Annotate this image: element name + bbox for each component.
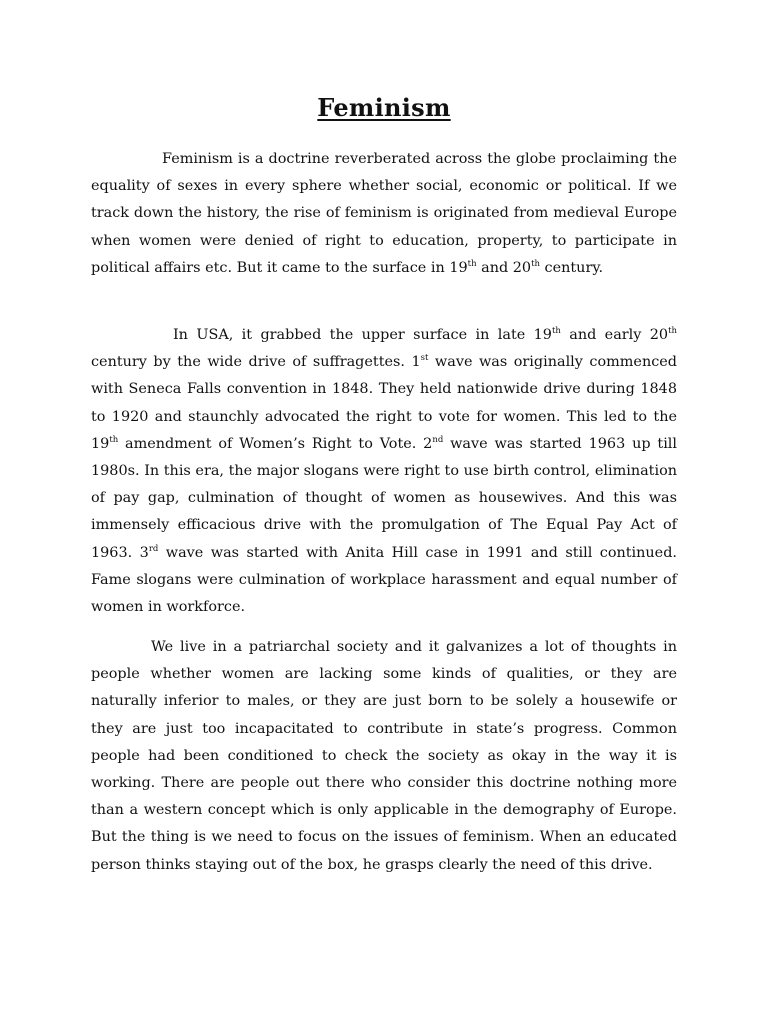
superscript: th	[668, 326, 677, 336]
paragraph-3-text: We live in a patriarchal society and it galvanizes a lot of thoughts in people whether women are lacking some kinds of qualities, or they are naturally inferior to males, or they are just born to be solely a housewife or they are just too incapacitated to contribute in state’s progress. Common people had been conditioned to check the society as okay in the way it is working. There are people out there who consider this doctrine nothing more than a western concept which is only applicable in the demography of Europe. But the thing is we need to focus on the issues of feminism. When an educated person thinks staying out of the box, he grasps clearly the need of this drive.	[91, 639, 677, 873]
paragraph-2-text: amendment of Women’s Right to Vote. 2	[118, 435, 433, 452]
paragraph-2-text: century by the wide drive of suffragettes. 1	[91, 354, 421, 371]
superscript: th	[551, 326, 561, 336]
superscript: th	[467, 258, 477, 269]
paragraph-1-text: century.	[539, 259, 604, 276]
paragraph-1-text: and 20	[476, 259, 532, 276]
paragraph-2-text: wave was started 1963 up till 1980s. In this era, the major slogans were right to use birth control, elimination of pay gap, culmination of thought of women as housewives. And this was immensely efficacious drive with the promulgation of The Equal Pay Act of 1963. 3	[91, 435, 677, 561]
paragraph-2-text: In USA, it grabbed the upper surface in late 19	[173, 327, 552, 343]
paragraph-2	[91, 322, 677, 621]
superscript: nd	[432, 434, 444, 445]
superscript: th	[109, 434, 119, 445]
superscript: th	[531, 258, 540, 269]
page-title: Feminism	[317, 93, 451, 122]
paragraph-2-text: wave was started with Anita Hill case in 1991 and still continued. Fame slogans were culmination of workplace harassment and equal number of women in workforce.	[91, 544, 677, 616]
paragraph-3	[91, 634, 677, 879]
paragraph-2-text: and early 20	[560, 327, 669, 343]
superscript: st	[420, 353, 429, 364]
paragraph-2-text: wave was originally commenced with Seneca Falls convention in 1848. They held nationwide drive during 1848 to 1920 and staunchly advocated the right to vote for women. This led to the 19	[91, 354, 677, 452]
paragraph-1-text: Feminism is a doctrine reverberated across the globe proclaiming the equality of sexes in every sphere whether social, economic or political. If we track down the history, the rise of feminism is originated from medieval Europe when women were denied of right to education, property, to participate in political affairs etc. But it came to the surface in 19	[91, 151, 677, 276]
superscript: rd	[148, 543, 159, 554]
paragraph-1	[91, 146, 677, 282]
